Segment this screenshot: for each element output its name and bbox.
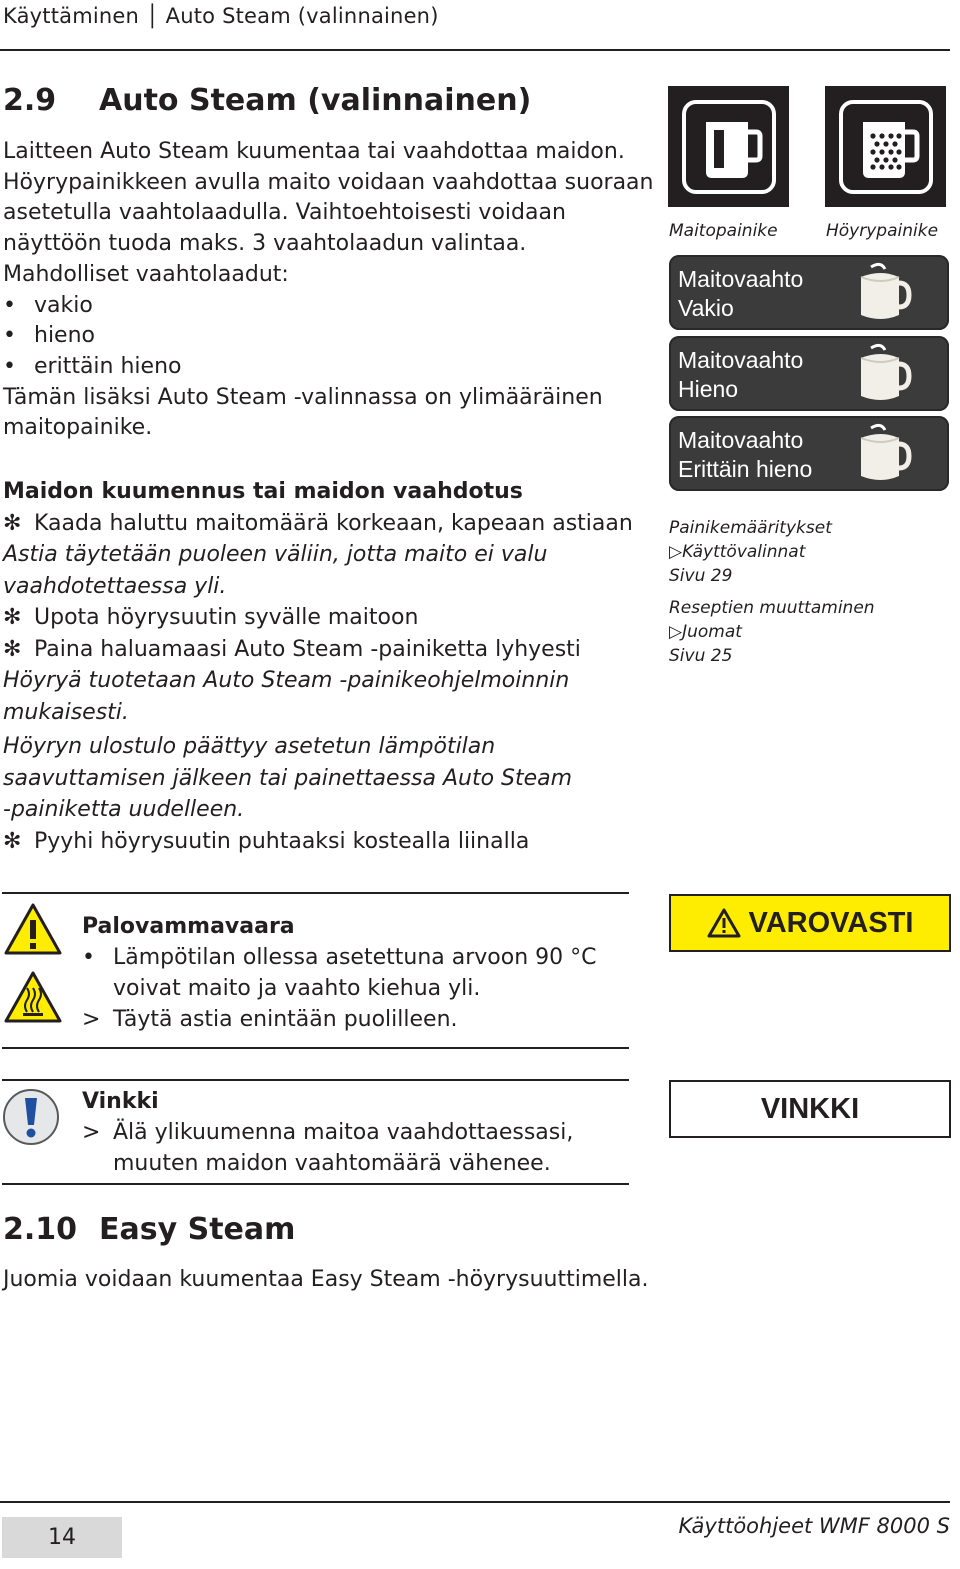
indent xyxy=(82,1148,113,1179)
tip-line: Älä ylikuumenna maitoa vaahdottaessasi, xyxy=(113,1120,574,1145)
bullet-mark: • xyxy=(3,292,16,318)
tip-line: muuten maidon vaahtomäärä vähenee. xyxy=(113,1151,551,1176)
milk-key-icon xyxy=(668,86,789,207)
button-line2: Hieno xyxy=(678,376,739,402)
easy-steam-paragraph: Juomia voidaan kuumentaa Easy Steam -höyrysuuttimella. xyxy=(3,1267,649,1292)
ref-title: Reseptien muuttaminen xyxy=(669,598,875,618)
step-text: Kaada haluttu maitomäärä korkeaan, kapeaan astiaan xyxy=(34,510,633,536)
arrow-icon: ▷ xyxy=(669,542,683,562)
button-label xyxy=(678,346,803,404)
step-icon: ✻ xyxy=(3,636,22,662)
bullet-mark: • xyxy=(82,945,95,970)
warning-title: Palovammavaara xyxy=(82,914,295,939)
warning-triangle-icon xyxy=(707,908,741,938)
footer-divider xyxy=(0,1501,950,1503)
steam-key-icon xyxy=(825,86,946,207)
indent xyxy=(82,973,113,1004)
ref-title: Painikemääritykset xyxy=(669,518,832,538)
quality-label: vakio xyxy=(34,292,93,318)
header-divider xyxy=(0,49,950,51)
procedure xyxy=(3,476,633,857)
section-heading-2-10 xyxy=(3,1212,295,1247)
tip-top-rule xyxy=(2,1079,629,1081)
step-icon: ✻ xyxy=(3,828,22,854)
step-icon: ✻ xyxy=(3,510,22,536)
milk-foam-standard-button[interactable] xyxy=(669,255,949,330)
quality-label: erittäin hieno xyxy=(34,353,182,379)
extra-line: maitopainike. xyxy=(3,415,153,441)
warning-top-rule xyxy=(2,892,629,894)
action-mark: > xyxy=(82,1007,101,1032)
procedure-heading: Maidon kuumennus tai maidon vaahdotus xyxy=(3,479,523,504)
warning-action xyxy=(82,1004,596,1035)
intro-line: Mahdolliset vaahtolaadut: xyxy=(3,261,289,287)
warning-bullet-cont xyxy=(82,973,596,1004)
warning-line: Lämpötilan ollessa asetettuna arvoon 90 °C xyxy=(113,945,597,970)
section-title: Easy Steam xyxy=(99,1212,296,1247)
milk-foam-extra-fine-button[interactable] xyxy=(669,416,949,491)
intro-line: asetetulla vaahtolaadulla. Vaihtoehtoisesti voidaan xyxy=(3,200,566,226)
ref-path-label: Juomat xyxy=(682,622,742,642)
tip-action-cont xyxy=(82,1148,573,1179)
hot-steam-warning-icon xyxy=(3,970,63,1024)
steam-key-caption: Höyrypainike xyxy=(826,221,939,241)
ref-path xyxy=(669,620,875,644)
milk-key-caption: Maitopainike xyxy=(669,221,778,241)
button-line1: Maitovaahto xyxy=(678,347,804,373)
intro-line: Laitteen Auto Steam kuumentaa tai vaahdottaa maidon. xyxy=(3,139,625,164)
bullet-mark: • xyxy=(3,353,16,379)
bullet-mark: • xyxy=(3,323,16,349)
section-title: Auto Steam (valinnainen) xyxy=(99,83,532,118)
quality-label: hieno xyxy=(34,323,95,349)
cross-reference-button-settings xyxy=(669,516,832,588)
milk-foam-fine-button[interactable] xyxy=(669,336,949,411)
ref-page: Sivu 25 xyxy=(669,646,733,666)
running-header: Käyttäminen │ Auto Steam (valinnainen) xyxy=(3,4,439,28)
section-number: 2.9 xyxy=(3,83,57,118)
foam-cup-icon xyxy=(855,261,915,325)
warning-bullet xyxy=(82,942,596,973)
section-number: 2.10 xyxy=(3,1212,78,1247)
step-item xyxy=(3,634,633,666)
milk-jug-icon xyxy=(668,86,789,207)
warning-bottom-rule xyxy=(2,1047,629,1049)
warning-triangle-icon xyxy=(3,902,63,956)
step-result: vaahdotettaessa yli. xyxy=(3,573,227,599)
intro-paragraph xyxy=(3,137,653,444)
step-text: Paina haluamaasi Auto Steam -painiketta lyhyesti xyxy=(34,636,581,662)
button-line1: Maitovaahto xyxy=(678,266,804,292)
extra-line: Tämän lisäksi Auto Steam -valinnassa on ylimääräinen xyxy=(3,384,603,410)
step-item xyxy=(3,508,633,540)
document-title: Käyttöohjeet WMF 8000 S xyxy=(678,1514,950,1538)
foam-cup-icon xyxy=(855,422,915,486)
button-line2: Vakio xyxy=(678,295,734,321)
tip-text xyxy=(82,1086,573,1179)
tip-action xyxy=(82,1117,573,1148)
step-result: Höyryä tuotetaan Auto Steam -painikeohjelmoinnin xyxy=(3,668,570,693)
step-result: Höyryn ulostulo päättyy asetetun lämpötilan xyxy=(3,734,496,759)
tip-banner-label: VINKKI xyxy=(760,1092,860,1125)
warning-action-text: Täytä astia enintään puolilleen. xyxy=(113,1007,458,1032)
warning-text xyxy=(82,911,596,1035)
intro-line: Höyrypainikkeen avulla maito voidaan vaahdottaa suoraan xyxy=(3,169,654,195)
quality-list-item xyxy=(3,321,653,352)
warning-line: voivat maito ja vaahto kiehua yli. xyxy=(113,976,481,1001)
action-mark: > xyxy=(82,1120,101,1145)
step-icon: ✻ xyxy=(3,605,22,630)
step-item xyxy=(3,826,633,858)
tip-bottom-rule xyxy=(2,1183,629,1185)
step-result: saavuttamisen jälkeen tai painettaessa Auto Steam xyxy=(3,765,573,791)
button-label xyxy=(678,265,803,323)
button-line1: Maitovaahto xyxy=(678,427,804,453)
button-label xyxy=(678,426,812,484)
step-result: -painiketta uudelleen. xyxy=(3,797,245,822)
tip-title: Vinkki xyxy=(82,1089,159,1114)
frothed-milk-jug-icon xyxy=(825,86,946,207)
ref-path-label: Käyttövalinnat xyxy=(682,542,806,562)
arrow-icon: ▷ xyxy=(669,622,683,642)
button-line2: Erittäin hieno xyxy=(678,456,813,482)
section-heading-2-9 xyxy=(3,83,531,118)
ref-path xyxy=(669,540,832,564)
intro-line: näyttöön tuoda maks. 3 vaahtolaadun valintaa. xyxy=(3,231,527,257)
caution-banner xyxy=(669,894,951,952)
quality-list-item xyxy=(3,352,653,383)
quality-list-item xyxy=(3,291,653,322)
step-result: Astia täytetään puoleen väliin, jotta maito ei valu xyxy=(3,542,548,567)
caution-label: VAROVASTI xyxy=(748,906,914,939)
step-item xyxy=(3,602,633,634)
step-text: Upota höyrysuutin syvälle maitoon xyxy=(34,605,419,630)
step-result: mukaisesti. xyxy=(3,699,129,725)
info-exclamation-icon xyxy=(2,1088,60,1146)
tip-banner xyxy=(669,1080,951,1138)
foam-cup-icon xyxy=(855,342,915,406)
cross-reference-recipes xyxy=(669,596,875,668)
ref-page: Sivu 29 xyxy=(669,566,733,586)
step-text: Pyyhi höyrysuutin puhtaaksi kostealla liinalla xyxy=(34,828,530,854)
page-number: 14 xyxy=(2,1517,122,1558)
